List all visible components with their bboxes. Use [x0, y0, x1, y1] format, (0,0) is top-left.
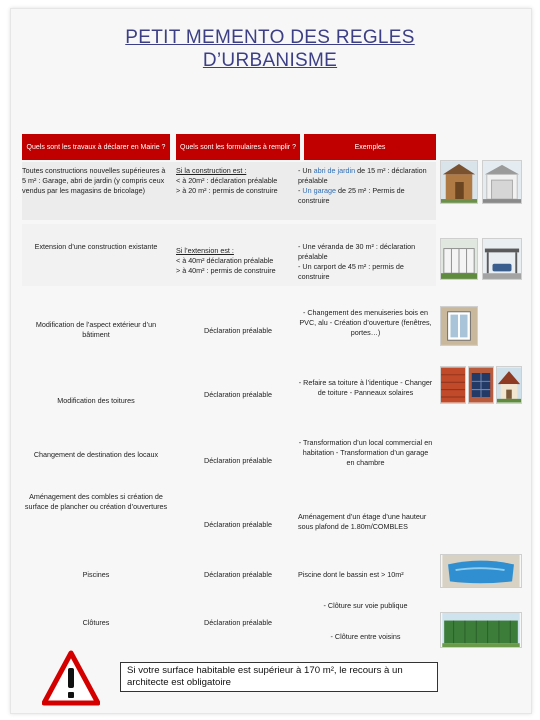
row6-examples: Aménagement d’un étage d’une hauteur sous plafond de 1.80m/COMBLES	[298, 512, 427, 531]
architect-note: Si votre surface habitable est supérieur à 170 m², le recours à un architecte est obligatoire	[120, 662, 438, 692]
row8-forms: Déclaration préalable	[204, 618, 272, 627]
row8-example-b: - Clôture entre voisins	[330, 632, 401, 641]
row5-forms: Déclaration préalable	[204, 456, 272, 465]
row2-forms-intro: Si l’extension est :	[176, 246, 234, 255]
row8-works: Clôtures	[82, 618, 110, 627]
garden-shed-link[interactable]: abri de jardin	[313, 166, 356, 175]
row4-examples: - Refaire sa toiture à l’identique - Changer de toiture - Panneaux solaires	[298, 378, 433, 397]
garage-photo	[482, 160, 522, 204]
row6-works: Aménagement des combles si création de surface de plancher ou création d’ouvertures	[24, 492, 168, 511]
slide-frame	[10, 8, 532, 714]
carport-photo	[482, 238, 522, 280]
header-works: Quels sont les travaux à déclarer en Mairie ?	[22, 134, 170, 160]
window-photo	[440, 306, 478, 346]
row1-works: Toutes constructions nouvelles supérieures à 5 m² : Garage, abri de jardin (y compris ceux vendus par les magasins de bricolage)	[22, 166, 166, 195]
row2-examples	[298, 242, 433, 282]
row1-examples	[298, 166, 433, 206]
fence-photo	[440, 612, 522, 648]
row1-forms-line1: < à 20m² : déclaration préalable	[176, 176, 278, 185]
row2-example-a: - Une véranda de 30 m² : déclaration préalable	[298, 242, 416, 261]
row3-examples: - Changement des menuiseries bois en PVC, alu - Création d’ouverture (fenêtres, portes…)	[299, 308, 432, 337]
row2-example-b: - Un carport de 45 m² : permis de construire	[298, 262, 404, 281]
row2-works: Extension d’une construction existante	[34, 242, 158, 251]
page-title	[0, 26, 540, 72]
garden-shed-photo	[440, 160, 478, 204]
row3-works: Modification de l’aspect extérieur d’un bâtiment	[35, 320, 157, 339]
header-forms: Quels sont les formulaires à remplir ?	[176, 134, 300, 160]
row7-forms: Déclaration préalable	[204, 570, 272, 579]
house-roof-photo	[496, 366, 522, 404]
row8-example-a: - Clôture sur voie publique	[323, 601, 408, 610]
row2-forms	[176, 246, 300, 276]
row2-forms-line2: > à 40m² : permis de construire	[176, 266, 276, 275]
row4-works: Modification des toitures	[57, 396, 135, 405]
row2-forms-line1: < à 40m² déclaration préalable	[176, 256, 274, 265]
row1-example-a-pre: - Un	[298, 166, 314, 175]
garage-link[interactable]: Un garage	[302, 186, 336, 195]
title-line-2: D’URBANISME	[202, 50, 338, 71]
row1-example-b-pre: -	[298, 186, 303, 195]
row3-forms: Déclaration préalable	[204, 326, 272, 335]
row7-works: Piscines	[82, 570, 110, 579]
warning-triangle-icon	[42, 650, 100, 706]
header-examples: Exemples	[304, 134, 436, 160]
row1-example-a-post: de 15 m² : déclaration préalable	[298, 166, 427, 185]
row1-forms-intro: Si la construction est :	[176, 166, 247, 175]
roof-photo	[440, 366, 466, 404]
row4-forms: Déclaration préalable	[204, 390, 272, 399]
row5-examples: - Transformation d’un local commercial en habitation - Transformation d’un garage en chambre	[298, 438, 433, 467]
row1-forms-line2: > à 20 m² : permis de construire	[176, 186, 278, 195]
row1-example-b-post: de 25 m² : Permis de construire	[298, 186, 405, 205]
title-line-1: PETIT MEMENTO DES REGLES	[125, 27, 415, 48]
row5-works: Changement de destination des locaux	[33, 450, 159, 459]
row6-forms: Déclaration préalable	[204, 520, 272, 529]
veranda-photo	[440, 238, 478, 280]
pool-photo	[440, 554, 522, 588]
row7-examples: Piscine dont le bassin est > 10m²	[298, 570, 404, 579]
solar-panel-photo	[468, 366, 494, 404]
row1-forms	[176, 166, 303, 196]
